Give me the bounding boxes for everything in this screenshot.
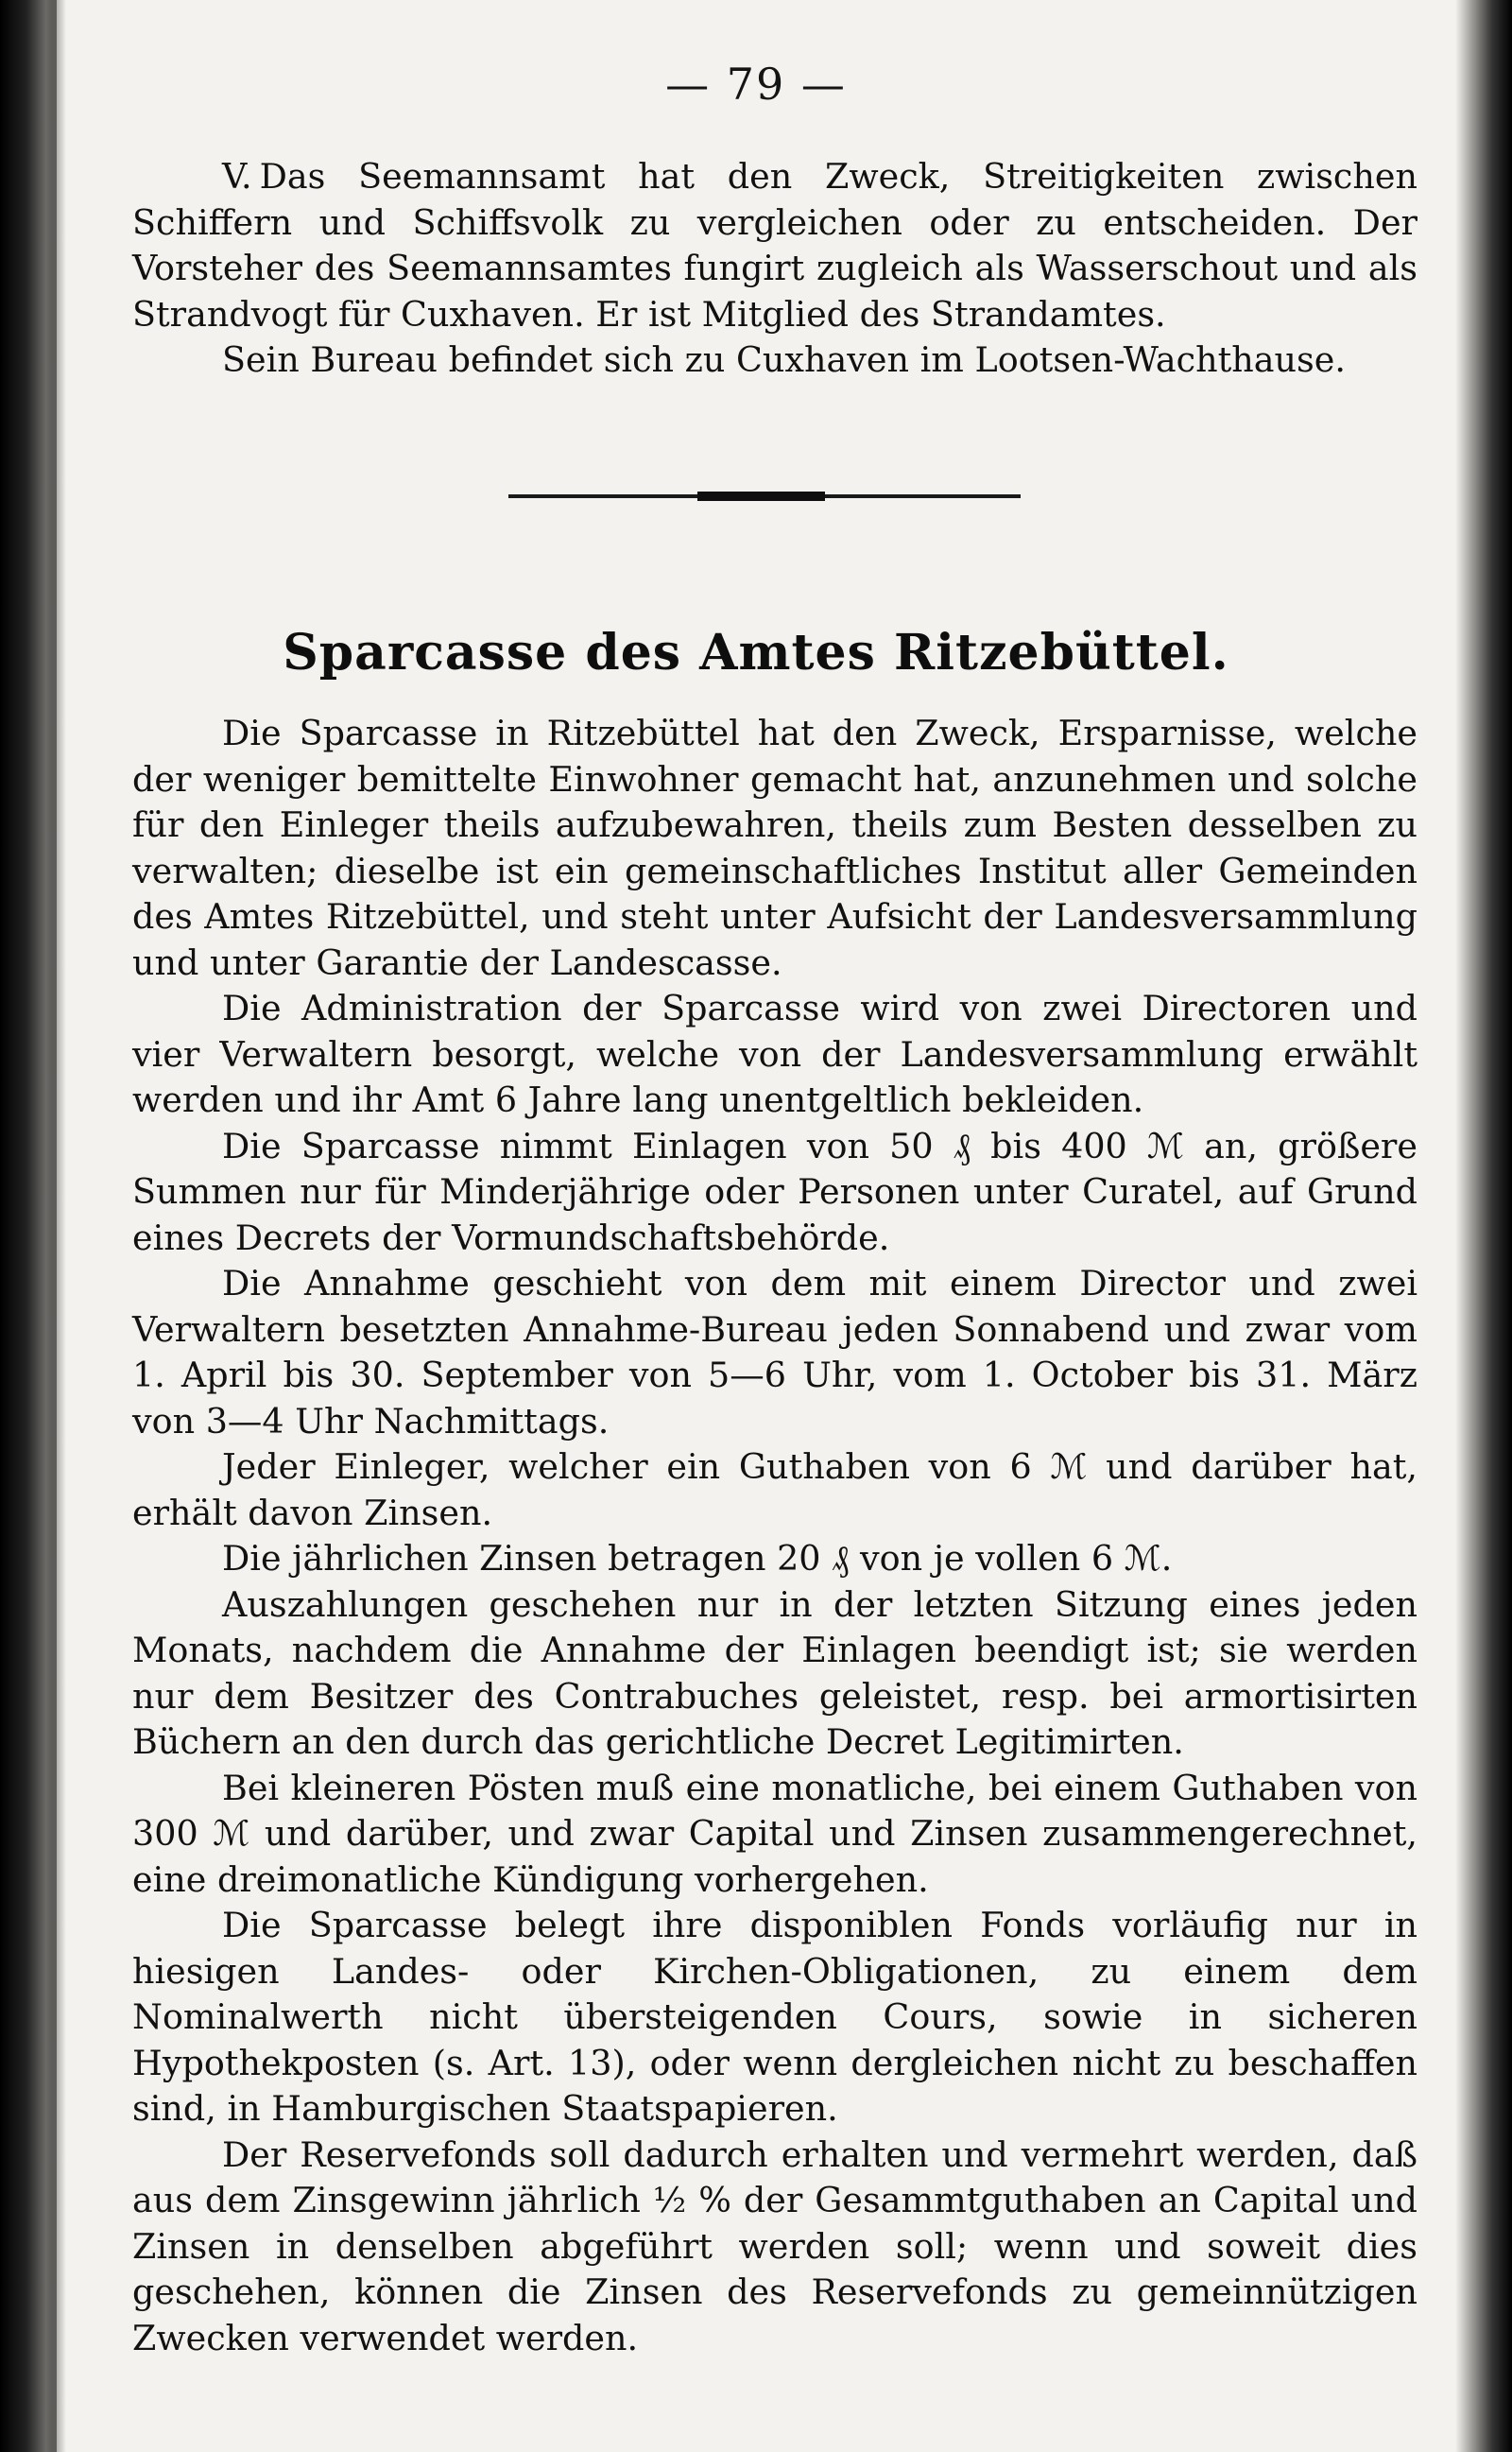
- page-edge-left: [0, 0, 66, 2452]
- section-v-paragraph-1: [132, 154, 1418, 337]
- section-v-numeral: V.: [222, 156, 252, 197]
- sparcasse-paragraph-deposits: Die Sparcasse nimmt Einlagen von 50 ₰ bis 400 ℳ an, größere Summen nur für Minderjährige oder Personen unter Curatel, auf Grund eines Decrets der Vormundschaftsbehörde.: [132, 1125, 1418, 1258]
- sparcasse-paragraph-acceptance: Die Annahme geschieht von dem mit einem Director und zwei Verwaltern besetzten Annahme-Bureau jeden Sonnabend und zwar vom 1. April bis 30. September von 5—6 Uhr, vom 1. October bis 31. März von 3—4 Uhr Nachmittags.: [132, 1263, 1418, 1442]
- section-v-seemannsamt: [132, 154, 1418, 384]
- sparcasse-paragraph-interest-eligibility: Jeder Einleger, welcher ein Guthaben von 6 ℳ und darüber hat, erhält davon Zinsen.: [132, 1446, 1418, 1533]
- section-divider-ornament: [697, 492, 825, 501]
- sparcasse-paragraph-notice: Bei kleineren Pösten muß eine monatliche, bei einem Guthaben von 300 ℳ und darüber, und zwar Capital und Zinsen zusammengerechnet, eine dreimonatliche Kündigung vorhergehen.: [132, 1767, 1418, 1900]
- page-number: — 79 —: [665, 59, 847, 110]
- page-edge-right: [1455, 0, 1512, 2452]
- section-sparcasse: [132, 711, 1418, 2361]
- section-v-paragraph-2: Sein Bureau befindet sich zu Cuxhaven im Lootsen-Wachthause.: [222, 339, 1346, 381]
- sparcasse-paragraph-payouts: Auszahlungen geschehen nur in der letzten Sitzung eines jeden Monats, nachdem die Annahme der Einlagen beendigt ist; sie werden nur dem Besitzer des Contrabuches geleistet, resp. bei armortisirten Büchern an den durch das gerichtliche Decret Legitimirten.: [132, 1583, 1418, 1762]
- sparcasse-paragraph-administration: Die Administration der Sparcasse wird von zwei Directoren und vier Verwaltern besorgt, welche von der Landesversammlung erwählt werden und ihr Amt 6 Jahre lang unentgeltlich bekleiden.: [132, 988, 1418, 1120]
- section-heading: Sparcasse des Amtes Ritzebüttel.: [283, 624, 1229, 682]
- section-divider-rule: [508, 494, 1021, 498]
- sparcasse-paragraph-purpose: Die Sparcasse in Ritzebüttel hat den Zweck, Ersparnisse, welche der weniger bemittelte Einwohner gemacht hat, anzunehmen und solche für den Einleger theils aufzubewahren, theils zum Besten desselben zu verwalten; dieselbe ist ein gemeinschaftliches Institut aller Gemeinden des Amtes Ritzebüttel, und steht unter Aufsicht der Landesversammlung und unter Garantie der Landescasse.: [132, 713, 1418, 983]
- sparcasse-paragraph-investments: Die Sparcasse belegt ihre disponiblen Fonds vorläufig nur in hiesigen Landes- oder Kirchen-Obligationen, zu einem dem Nominalwerth nicht übersteigenden Cours, sowie in sicheren Hypothekposten (s. Art. 13), oder wenn dergleichen nicht zu beschaffen sind, in Hamburgischen Staatspapieren.: [132, 1905, 1418, 2129]
- section-v-paragraph-1-text: Das Seemannsamt hat den Zweck, Streitigkeiten zwischen Schiffern und Schiffsvolk zu vergleichen oder zu entscheiden. Der Vorsteher des Seemannsamtes fungirt zugleich als Wasserschout und als Strandvogt für Cuxhaven. Er ist Mitglied des Strandamtes.: [132, 156, 1418, 335]
- sparcasse-paragraph-interest-rate: Die jährlichen Zinsen betragen 20 ₰ von je vollen 6 ℳ.: [222, 1538, 1173, 1579]
- sparcasse-paragraph-reserve-fund: Der Reservefonds soll dadurch erhalten und vermehrt werden, daß aus dem Zinsgewinn jährlich ½ % der Gesammtguthaben an Capital und Zinsen in denselben abgeführt werden soll; wenn und soweit dies geschehen, können die Zinsen des Reservefonds zu gemeinnützigen Zwecken verwendet werden.: [132, 2133, 1418, 2358]
